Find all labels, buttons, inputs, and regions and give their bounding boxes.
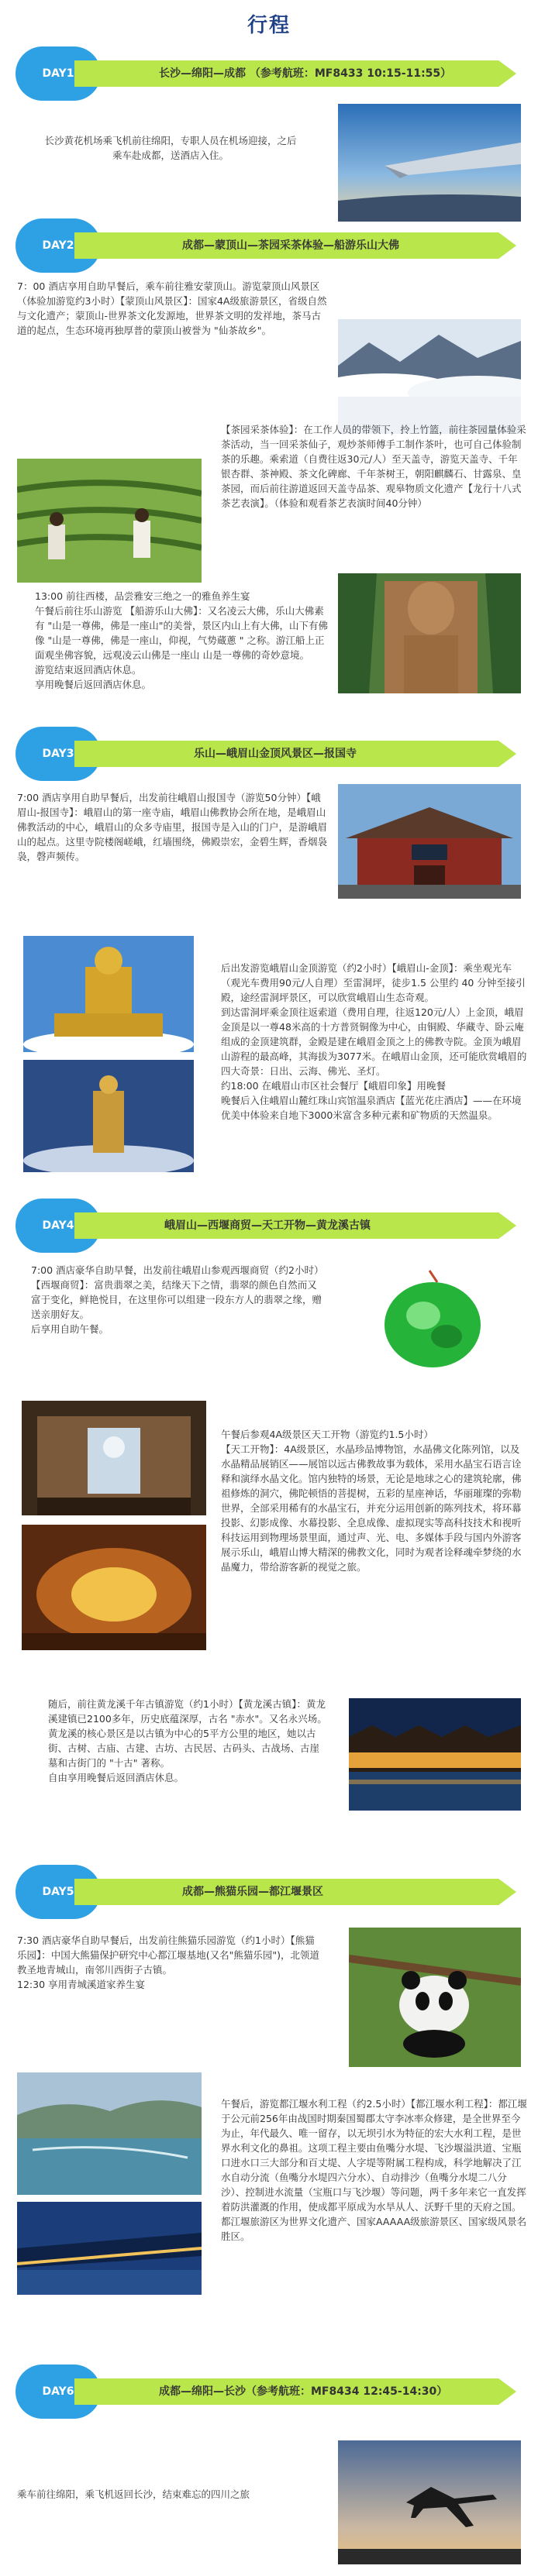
day-paragraph: 【茶园采茶体验】：在工作人员的带领下，拎上竹篮，前往茶园量体验采茶活动，当一回采茶仙子，观炒茶师傅手工制作茶叶，也可自己体验制茶的乐趣。乘索道（自费往返30元/人）至天盖寺，游览天盖寺、千年银杏群、茶神殿、茶文化碑廊、千年茶树王，朝阳麒麟石、甘露泉、皇茶园，而后前往游道返回天盖寺品茶、观皋物质文化遗产【龙行十八式茶艺表演】。（体验和观看茶艺表演时间40分钟）: [221, 424, 526, 509]
day-paragraph: 7:00 酒店享用自助早餐后，出发前往峨眉山报国寺（游览50分钟）【峨眉山-报国寺】：峨眉山的第一座寺庙，峨眉山佛教协会所在地，是峨眉山佛教活动的中心，峨眉山的众多寺庙里，报国寺是入山的门户，是游峨眉山的起点。这里寺院楼阁嵯峨，红墙围绕，佛殿崇宏，金碧生辉，香烟袅袅，磬声频传。: [17, 792, 328, 862]
day-paragraph: 7:00 酒店豪华自助早餐，出发前往峨眉山参观西堰商贸（约2小时）【西堰商贸】：富贵翡翠之美，结缘天下之情，翡翠的颜色自然而又富于变化，鲜艳悦目，在这里你可以组建一段东方人的翡翠之缘，赠送亲朋好友。 后享用自助午餐。: [31, 1264, 324, 1335]
day-tag: DAY3: [16, 727, 101, 781]
photo-airplane-silhouette-sunset: [338, 2440, 521, 2564]
day-paragraph: 后出发游览峨眉山金顶游览（约2小时）【峨眉山-金顶】：乘坐观光车（观光车费用90元/人自理）至雷洞坪，徒步1.5 公里约 40 分钟至接引殿，途经雷洞坪景区，可以欣赏峨眉山生态奇观。 到达雷洞坪乘金顶往返索道（费用自理，往返120元/人）上金顶，峨眉金顶是以一尊48米高的十方普贤铜像为中心，由铜殿、华藏寺、卧云庵组成的金顶建筑群，金殿是建在峨眉金顶之上的佛教寺院。金顶为峨眉山游程的最高峰，其海拔为3077米。在峨眉山金顶，还可能欣赏峨眉的四大奇景：日出、云海、佛光、圣灯。 约18:00 在峨眉山市区社会餐厅【峨眉印象】用晚餐 晚餐后入住峨眉山麓红珠山宾馆温泉酒店【蓝光花庄酒店】——在环境优美中体验来自地下3000米富含多种元素和矿物质的天然温泉。: [221, 962, 527, 1121]
photo-golden-summit-night: [23, 1060, 194, 1172]
day-paragraph: 随后，前往黄龙溪千年古镇游览（约1小时）【黄龙溪古镇】：黄龙溪建镇已2100多年，历史底蕴深厚，古名 "赤水"。又名永兴场。黄龙溪的核心景区是以古镇为中心的5平方公里的地区，她以古街、古树、古庙、古建、古坊、古民居、古码头、古战场、古崖墓和古街门的 "十古" 著称。 自由享用晚餐后返回酒店休息。: [48, 1698, 327, 1783]
day-header: 成都—蒙顶山—茶园采茶体验—船游乐山大佛: [182, 239, 399, 252]
day-tag: DAY1: [16, 46, 101, 101]
day-paragraph: 午餐后，游览都江堰水利工程（约2.5小时）【都江堰水利工程】：都江堰于公元前256年由战国时期秦国蜀郡太守李冰率众修建，是全世界至今为止，年代最久、唯一留存，以无坝引水为特征的宏大水利工程，是世界水利文化的鼻祖。这项工程主要由鱼嘴分水堤、飞沙堰溢洪道、宝瓶口进水口三大部分和百丈堤、人字堤等附属工程构成，科学地解决了江水自动分流（鱼嘴分水堤四六分水）、自动排沙（鱼嘴分水堤二八分沙）、控制进水流量（宝瓶口与飞沙堰）等问题，两千多年来它一直发挥着防洪灌溉的作用，使成都平原成为水旱从人、沃野千里的天府之国。都江堰旅游区为世界文化遗产、国家AAAAA级旅游景区、国家级风景名胜区。: [221, 2098, 527, 2242]
day-header: 成都—熊猫乐园—都江堰景区: [182, 1886, 323, 1898]
day-paragraph: 长沙黄花机场乘飞机前往绵阳，专职人员在机场迎接，之后乘车赴成都，送酒店入住。: [44, 135, 297, 161]
day-header: 乐山—峨眉山金顶风景区—报国寺: [194, 748, 357, 760]
photo-crystal-cave-illumination: [22, 1525, 206, 1650]
photo-mountain-sea-of-clouds: [338, 319, 521, 434]
day-header: 成都—绵阳—长沙（参考航班：MF8434 12:45-14:30）: [159, 2385, 448, 2398]
photo-airplane-wing-sunset: [338, 104, 521, 222]
photo-dujiangyan-night-lights: [17, 2202, 202, 2295]
photo-tea-garden-picking: [17, 459, 202, 583]
photo-dujiangyan-river: [17, 2072, 202, 2195]
day-tag: DAY6: [16, 2364, 101, 2419]
photo-baoguo-temple-gate: [338, 784, 521, 899]
photo-green-jade-pendant: [338, 1255, 521, 1377]
day-paragraph: 午餐后参观4A级景区天工开物（游览约1.5小时） 【天工开物】：4A级景区，水晶珍品博物馆，水晶佛文化陈列馆，以及水晶精品展销区——展馆以远古佛教故事为载体，采用水晶宝石语言诠释和演绎水晶文化。馆内独特的场景，无论是地球之心的建筑轮廓，佛祖修炼的洞穴，佛陀顿悟的菩提树，五彩的星座神话，华丽璀璨的弥勒世界，全部采用稀有的水晶宝石，并充分运用创新的陈列技术，将环幕投影、幻影成像、水幕投影、全息成像、虚拟现实等高科技技术和视听科技运用到物理场景里面，通过声、光、电、多媒体手段与国内外游客展示乐山，峨眉山博大精深的佛教文化，同时为观者诠释魂牵梦绕的水晶魔力，带给游客新的视觉之旅。: [221, 1429, 522, 1573]
day-paragraph: 乘车前往绵阳，乘飞机返回长沙，结束难忘的四川之旅: [17, 2488, 250, 2500]
photo-panda-in-tree: [349, 1928, 521, 2067]
photo-huanglongxi-ancient-town-night: [349, 1698, 521, 1811]
photo-golden-summit-statue: [23, 936, 194, 1052]
day-header: 长沙—绵阳—成都 （参考航班：MF8433 10:15-11:55）: [159, 67, 452, 80]
day-header: 峨眉山—西堰商贸—天工开物—黄龙溪古镇: [164, 1219, 371, 1232]
photo-leshan-giant-buddha: [338, 573, 521, 693]
day-tag: DAY2: [16, 218, 101, 273]
day-paragraph: 13:00 前往西楼，品尝雅安三绝之一的雅鱼养生宴 午餐后前往乐山游览 【船游乐山大佛】：又名凌云大佛，乐山大佛素有 "山是一尊佛，佛是一座山"的美誉，景区内山上有大佛，山下有佛像 "山是一尊佛，佛是一座山，仰视，气势蔵蔥 " 之称。游江船上正面观坐佛容貌，远观凌云山佛是一座山 山是一尊佛的奇妙意境。 游览结束返回酒店休息。 享用晚餐后返回酒店休息。: [35, 590, 328, 690]
day-tag: DAY5: [16, 1865, 101, 1919]
day-paragraph: 7：00 酒店享用自助早餐后，乘车前往雅安蒙顶山。游览蒙顶山风景区（体验加游览约3小时）【蒙顶山风景区】：国家4A级旅游景区，省级自然与文化遗产；蒙顶山-世界茶文化发源地，世界茶文明的发祥地，茶马古道的起点，生态环境再独厚普的蒙顶山被誉为 "仙茶故乡"。: [17, 280, 327, 336]
day-paragraph: 7:30 酒店豪华自助早餐后，出发前往熊猫乐园游览（约1小时）【熊猫乐园】：中国大熊猫保护研究中心都江堰基地(又名"熊猫乐园")，北领道教圣地青城山，南邻川西街子古镇。 12:30 享用青城溪道家养生宴: [17, 1935, 320, 1990]
day-tag: DAY4: [16, 1199, 101, 1253]
page-title: 行程: [247, 14, 291, 37]
photo-crystal-museum-buddha: [22, 1401, 206, 1515]
